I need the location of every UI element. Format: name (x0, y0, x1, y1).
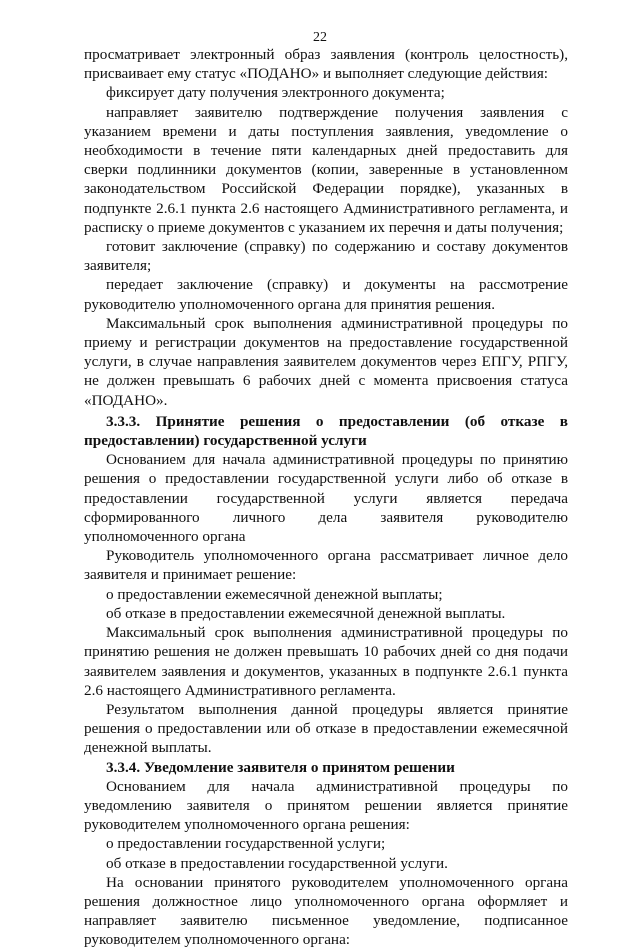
section-heading: 3.3.3. Принятие решения о предоставлении (об отказе в предоставлении) государственной услуги (84, 412, 568, 450)
list-item: об отказе в предоставлении ежемесячной денежной выплаты. (106, 604, 506, 622)
paragraph: фиксирует дату получения электронного документа; (106, 84, 445, 102)
list-item: о предоставлении ежемесячной денежной выплаты; (106, 585, 443, 603)
paragraph: передает заключение (справку) и документы на рассмотрение руководителю уполномоченного органа для принятия решения. (84, 276, 568, 313)
document-body (84, 45, 568, 950)
paragraph: Результатом выполнения данной процедуры является принятие решения о предоставлении или об отказе в предоставлении ежемесячной денежной выплаты. (84, 700, 568, 757)
section-heading: 3.3.4. Уведомление заявителя о принятом решении (106, 758, 455, 776)
list-item: об отказе в предоставлении государственной услуги. (106, 854, 448, 872)
paragraph: Руководитель уполномоченного органа рассматривает личное дело заявителя и принимает решение: (84, 547, 568, 584)
paragraph: Максимальный срок выполнения административной процедуры по приему и регистрации документов на предоставление государственной услуги, в случае направления заявителем документов через ЕПГУ, РПГУ, не должен превышать 6 рабочих дней с момента присвоения статуса «ПОДАНО». (84, 314, 568, 409)
page-number: 22 (313, 30, 327, 45)
paragraph: Основанием для начала административной процедуры по принятию решения о предоставлении государственной услуги либо об отказе в предоставлении государственной услуги является передача сформированного личного дела заявителя руководителю уполномоченного органа (84, 451, 568, 546)
paragraph: Основанием для начала административной процедуры по уведомлению заявителя о принятом решении является принятие руководителем уполномоченного органа решения: (84, 777, 568, 834)
list-item: о предоставлении государственной услуги; (106, 835, 386, 853)
paragraph: готовит заключение (справку) по содержанию и составу документов заявителя; (84, 238, 568, 275)
paragraph: Максимальный срок выполнения административной процедуры по принятию решения не должен превышать 10 рабочих дней со дня подачи заявителем заявления и документов, указанных в подпункте 2.6.1 пункта 2.6 настоящего Административного регламента. (84, 624, 568, 699)
paragraph: просматривает электронный образ заявления (контроль целостность), присваивает ему статус «ПОДАНО» и выполняет следующие действия: (84, 46, 568, 83)
paragraph: На основании принятого руководителем уполномоченного органа решения должностное лицо уполномоченного органа оформляет и направляет заявителю письменное уведомление, подписанное руководителем уполномоченного органа: (84, 873, 568, 949)
paragraph: направляет заявителю подтверждение получения заявления с указанием времени и даты поступления заявления, уведомление о необходимости в течение пяти календарных дней предоставить для сверки подлинники документов (копии, заверенные в установленном законодательством Российской Федерации порядке), указанных в подпункте 2.6.1 пункта 2.6 настоящего Административного регламента, и расписку о приеме документов с указанием их перечня и даты получения; (84, 103, 568, 236)
